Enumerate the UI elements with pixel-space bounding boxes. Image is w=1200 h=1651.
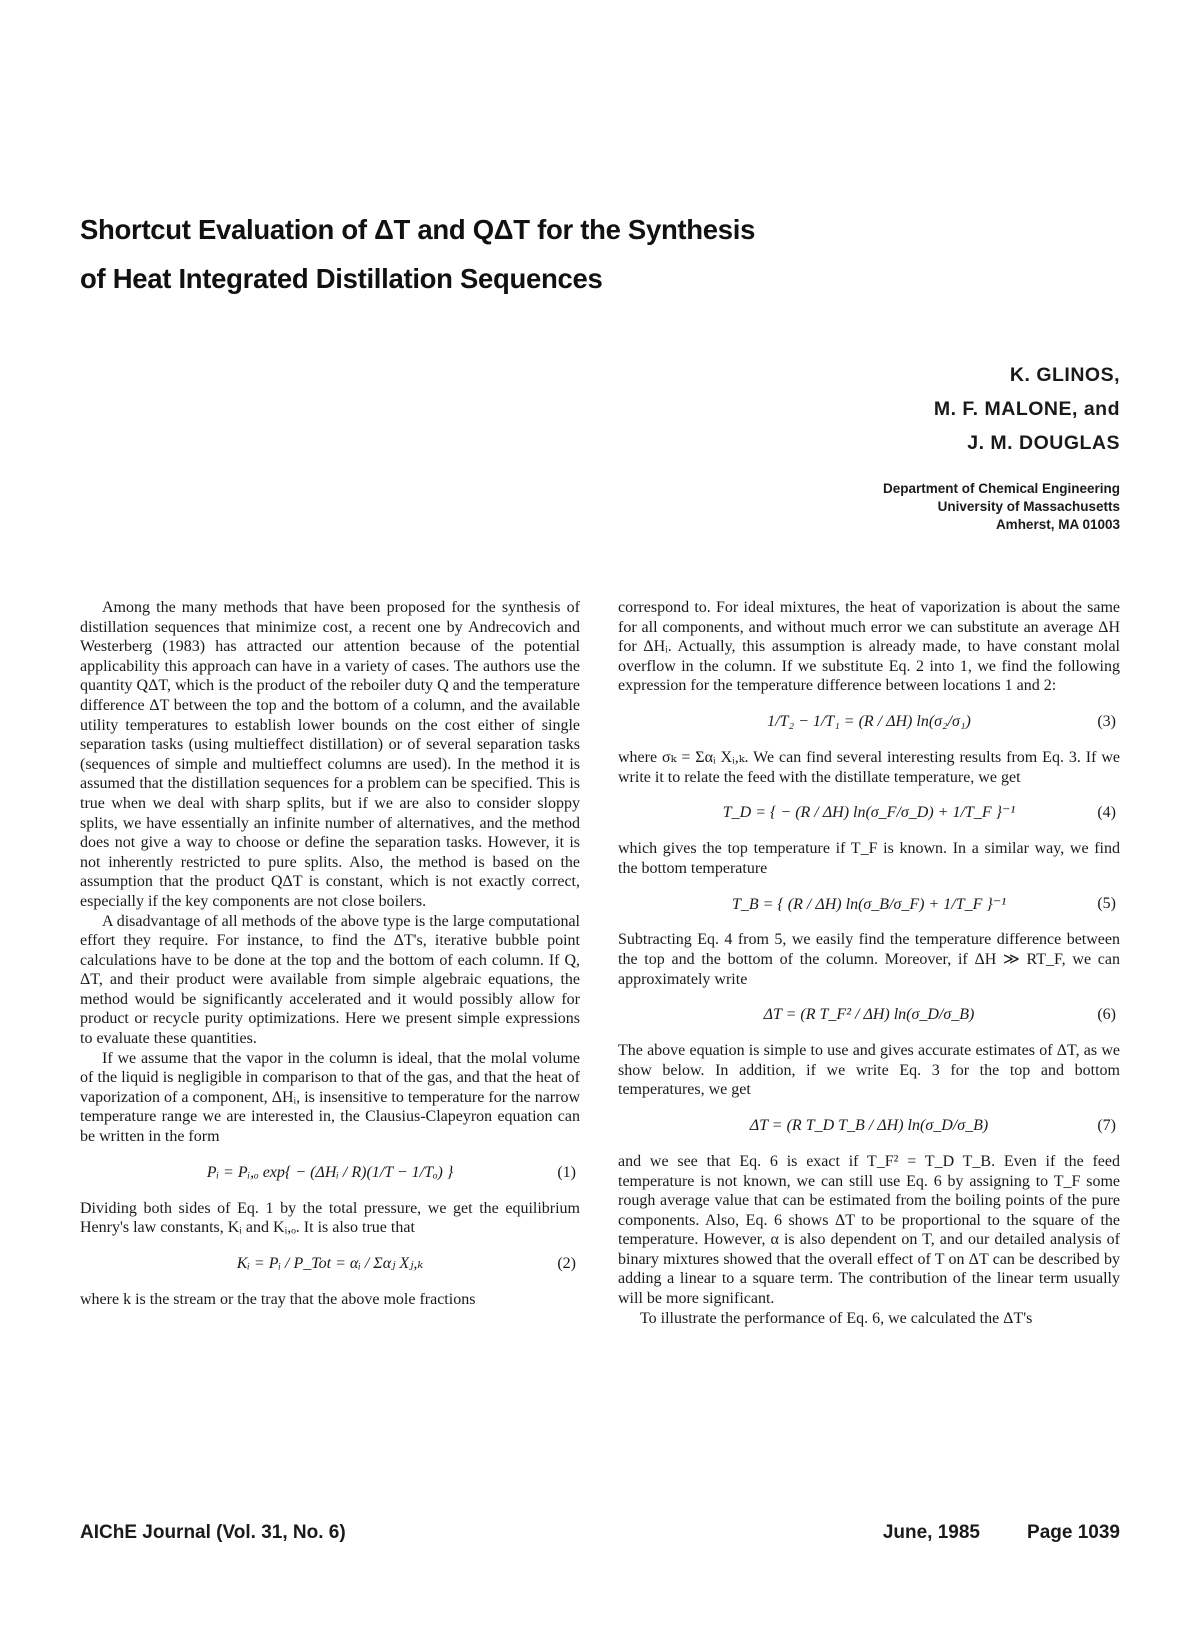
- paragraph: To illustrate the performance of Eq. 6, we calculated the ΔT's: [640, 1309, 1033, 1327]
- equation-1: [80, 1147, 580, 1199]
- affiliation-line: University of Massachusetts: [937, 499, 1120, 514]
- author-name: M. F. MALONE, and: [933, 398, 1120, 420]
- equation-expression: T_D = { − (R / ΔH) ln(σ_F/σ_D) + 1/T_F }⁻¹: [722, 804, 1016, 822]
- journal-citation: AIChE Journal (Vol. 31, No. 6): [80, 1522, 346, 1543]
- left-column: [80, 598, 580, 1309]
- equation-2: [80, 1238, 580, 1290]
- paragraph: Dividing both sides of Eq. 1 by the total pressure, we get the equilibrium Henry's law constants, Kᵢ and Kᵢ,ₒ. It is also true that: [80, 1199, 580, 1237]
- equation-expression: Kᵢ = Pᵢ / P_Tot = αᵢ / Σαⱼ Xⱼ,ₖ: [236, 1255, 424, 1273]
- equation-number: (4): [1097, 804, 1116, 822]
- paragraph: and we see that Eq. 6 is exact if T_F² = T_D T_B. Even if the feed temperature is not known, we can still use Eq. 6 by assigning to T_F some rough average value that can be estimated from the boiling points of the pure components. Also, Eq. 6 shows ΔT to be proportional to the square of the temperature. However, α is also dependent on T, and our detailed analysis of binary mixtures showed that the overall effect of T on ΔT can be described by adding a linear to a square term. The contribution of the linear term usually will be more significant.: [618, 1152, 1120, 1308]
- equation-expression: Pᵢ = Pᵢ,ₒ exp{ − (ΔHᵢ / R)(1/T − 1/Tₒ) }: [206, 1163, 454, 1181]
- paragraph: If we assume that the vapor in the column is ideal, that the molal volume of the liquid is negligible in comparison to that of the gas, and that the heat of vaporization of a component, ΔHᵢ, is insensitive to temperature for the narrow temperature range we are interested in, the Clausius-Clapeyron equation can be written in the form: [80, 1049, 580, 1146]
- paragraph: Subtracting Eq. 4 from 5, we easily find the temperature difference between the top and the bottom of the column. Moreover, if ΔH ≫ RT_F, we can approximately write: [618, 931, 1120, 988]
- right-column: [618, 598, 1120, 1328]
- equation-number: (5): [1097, 895, 1116, 913]
- paragraph: Among the many methods that have been proposed for the synthesis of distillation sequences that minimize cost, a recent one by Andrecovich and Westerberg (1983) has attracted our attention because of the potential applicability this approach can have in a variety of cases. The authors use the quantity QΔT, which is the product of the reboiler duty Q and the temperature difference ΔT between the top and the bottom of a column, and the available utility temperatures to establish lower bounds on the cost either of single separation tasks (using multieffect distillation) or of several separation tasks (sequences of simple and multieffect columns are used). In the method it is assumed that the distillation sequences for a problem can be specified. This is true when we deal with sharp splits, but if we are also to consider sloppy splits, we have essentially an infinite number of alternatives, and the method does not give a way to choose or define the separation tasks. However, it is not inherently restricted to pure splits. Also, the method is based on the assumption that the product QΔT is constant, which is not exactly correct, especially if the key components are not close boilers.: [80, 599, 580, 910]
- author-name: J. M. DOUGLAS: [967, 432, 1120, 454]
- paragraph: which gives the top temperature if T_F is known. In a similar way, we find the bottom temperature: [618, 840, 1120, 877]
- equation-number: (3): [1097, 713, 1116, 731]
- paragraph: The above equation is simple to use and gives accurate estimates of ΔT, as we show below. In addition, if we write Eq. 3 for the top and bottom temperatures, we get: [618, 1042, 1120, 1099]
- equation-number: (2): [557, 1255, 576, 1273]
- equation-4: [618, 787, 1120, 839]
- paragraph: where k is the stream or the tray that the above mole fractions: [80, 1290, 476, 1308]
- equation-expression: ΔT = (R T_F² / ΔH) ln(σ_D/σ_B): [763, 1006, 975, 1024]
- title-line-2: of Heat Integrated Distillation Sequences: [80, 263, 603, 294]
- publication-date: June, 1985: [882, 1522, 980, 1543]
- equation-number: (1): [557, 1163, 576, 1181]
- equation-3: [618, 696, 1120, 748]
- equation-5: [618, 878, 1120, 930]
- affiliation-line: Amherst, MA 01003: [995, 517, 1120, 532]
- affiliation-line: Department of Chemical Engineering: [882, 481, 1120, 496]
- equation-7: [618, 1100, 1120, 1152]
- paragraph: where σₖ = Σαᵢ Xᵢ,ₖ. We can find several interesting results from Eq. 3. If we write it to relate the feed with the distillate temperature, we get: [618, 748, 1120, 786]
- equation-number: (7): [1097, 1117, 1116, 1135]
- equation-number: (6): [1097, 1006, 1116, 1024]
- equation-expression: 1/T₂ − 1/T₁ = (R / ΔH) ln(σ₂/σ₁): [767, 713, 971, 731]
- paragraph: A disadvantage of all methods of the above type is the large computational effort they require. For instance, to find the ΔT's, iterative bubble point calculations have to be done at the top and the bottom of each column. If Q, ΔT, and their product were available from simple algebraic equations, the method would be significantly accelerated and it would possibly allow for product or recycle purity optimizations. Here we present simple expressions to evaluate these quantities.: [80, 912, 580, 1048]
- paragraph: correspond to. For ideal mixtures, the heat of vaporization is about the same for all components, and without much error we can substitute an average ΔH for ΔHᵢ. Actually, this assumption is already made, to have constant molal overflow in the column. If we substitute Eq. 2 into 1, we find the following expression for the temperature difference between locations 1 and 2:: [618, 599, 1120, 695]
- page-number: Page 1039: [1027, 1522, 1120, 1543]
- affiliation: [883, 480, 1120, 534]
- article-title: [80, 205, 860, 303]
- equation-expression: ΔT = (R T_D T_B / ΔH) ln(σ_D/σ_B): [749, 1117, 989, 1135]
- author-name: K. GLINOS,: [1009, 364, 1120, 386]
- equation-expression: T_B = { (R / ΔH) ln(σ_B/σ_F) + 1/T_F }⁻¹: [731, 895, 1007, 913]
- equation-6: [618, 989, 1120, 1041]
- title-line-1: Shortcut Evaluation of ΔT and QΔT for the Synthesis: [80, 214, 756, 245]
- author-list: [934, 358, 1120, 460]
